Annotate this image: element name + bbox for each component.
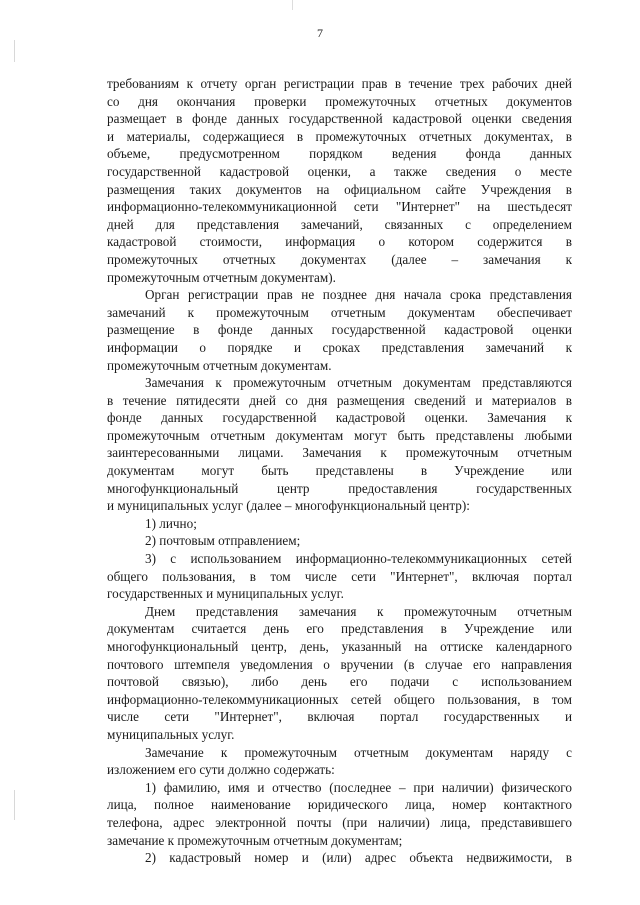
text-line: государственных и муниципальных услуг. [107, 586, 344, 602]
document-body [107, 75, 572, 867]
text-line: многофункциональный центр предоставления государственных [107, 480, 572, 496]
text-line: изложением его сути должно содержать: [107, 762, 335, 778]
text-line: информационно-телекоммуникационной сети "Интернет" на шестьдесят [107, 199, 572, 215]
text-line: 2) кадастровый номер и (или) адрес объекта недвижимости, в [145, 850, 572, 866]
text-line: со дня окончания проверки промежуточных отчетных документов [107, 93, 572, 109]
text-line: размещения таких документов на официальном сайте Учреждения в [107, 181, 572, 197]
text-line: промежуточным отчетным документам могут быть представлены любыми [107, 427, 572, 443]
text-line: кадастровой стоимости, информация о котором содержится в [107, 234, 572, 250]
text-line: заинтересованными лицами. Замечания к промежуточным отчетным [107, 445, 572, 461]
text-line: Орган регистрации прав не позднее дня начала срока представления [145, 287, 572, 303]
text-line: многофункциональный центр, день, указанный на оттиске календарного [107, 639, 572, 654]
text-line: в течение пятидесяти дней со дня размещения сведений и материалов в [107, 392, 572, 408]
text-line: промежуточным отчетным документам). [107, 269, 336, 285]
page-number: 7 [317, 26, 323, 40]
text-line: лица, полное наименование юридического лица, номер контактного [107, 797, 572, 813]
text-line: 1) лично; [145, 515, 197, 531]
text-line: документам считается день его представления в Учреждение или [107, 621, 572, 637]
text-line: замечание к промежуточным отчетным документам; [107, 832, 403, 848]
text-line: размещение в фонде данных государственной кадастровой оценки [107, 322, 572, 338]
text-line: Замечание к промежуточным отчетным документам наряду с [145, 744, 572, 760]
text-line: почтового штемпеля уведомления о вручении (в случае его направления [107, 656, 572, 672]
text-line: фонде данных государственной кадастровой оценки. Замечания к [107, 410, 572, 426]
text-line: государственной кадастровой оценки, а также сведения о месте [107, 163, 572, 179]
text-line: числе сети "Интернет", включая портал государственных и [107, 709, 572, 725]
text-line: промежуточным отчетным документам. [107, 357, 332, 373]
text-line: информационно-телекоммуникационных сетей общего пользования, в том [107, 691, 572, 707]
text-line: и муниципальных услуг (далее – многофункциональный центр): [107, 498, 470, 514]
text-line: 1) фамилию, имя и отчество (последнее – при наличии) физического [145, 779, 572, 795]
text-line: общего пользования, в том числе сети "Интернет", включая портал [107, 568, 572, 584]
scan-artifact [14, 790, 15, 820]
text-line: размещает в фонде данных государственной кадастровой оценки сведения [107, 111, 572, 127]
text-line: телефона, адрес электронной почты (при наличии) лица, представившего [107, 814, 572, 830]
text-line: 2) почтовым отправлением; [145, 533, 301, 549]
text-line: документам могут быть представлены в Учреждение или [107, 463, 572, 479]
text-line: 3) с использованием информационно-телекоммуникационных сетей [145, 551, 572, 567]
text-line: информации о порядке и сроках представления замечаний к [107, 339, 572, 355]
text-line: дней для представления замечаний, связанных с определением [107, 216, 572, 232]
text-line: Днем представления замечания к промежуточным отчетным [145, 603, 572, 619]
text-line: и материалы, содержащиеся в промежуточных отчетных документах, в [107, 128, 572, 144]
text-line: Замечания к промежуточным отчетным документам представляются [145, 375, 572, 391]
text-line: требованиям к отчету орган регистрации прав в течение трех рабочих дней [107, 76, 572, 91]
scan-artifact [292, 0, 293, 10]
text-line: замечаний к промежуточным отчетным документам обеспечивает [107, 304, 572, 320]
text-line: промежуточных отчетных документах (далее – замечания к [107, 251, 572, 267]
text-line: муниципальных услуг. [107, 726, 235, 742]
scan-artifact [14, 40, 15, 62]
text-line: объеме, предусмотренном порядком ведения фонда данных [107, 146, 572, 162]
text-line: почтовой связью), либо день его подачи с использованием [107, 674, 572, 690]
